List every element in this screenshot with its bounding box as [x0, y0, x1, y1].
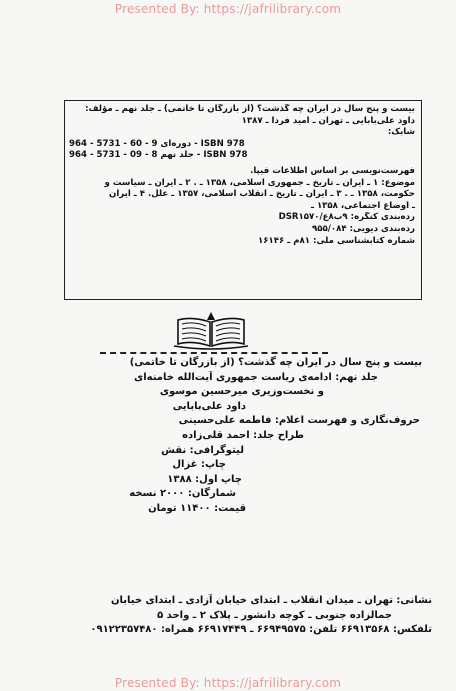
- price: قیمت: ۱۱۴۰۰ تومان: [148, 502, 246, 514]
- cip-line: حکومت، ۱۳۵۸ ـ . ۳ ـ ایران ـ تاریخ ـ انقلاب اسلامی، ۱۳۵۷ ـ علل. ۴ ـ ایران: [109, 189, 415, 200]
- printing-credit: چاپ: غزال: [172, 459, 226, 471]
- cip-line: موضوع: ۱ ـ ایران ـ تاریخ ـ جمهوری اسلامی، ۱۳۵۸ ـ . ۲ ـ ایران ـ سیاست و: [104, 177, 415, 188]
- edition-info: چاپ اول: ۱۳۸۸: [167, 473, 242, 485]
- publisher-address: [40, 594, 432, 638]
- book-title: بیست و پنج سال در ایران چه گذشت؟ (از بازرگان تا خاتمی): [129, 357, 422, 368]
- author-name: داود علی‌بابایی: [172, 400, 246, 412]
- cip-line: بیست و پنج سال در ایران چه گذشت؟ (از بازرگان تا خاتمی) ـ جلد نهم ـ مؤلف:: [85, 104, 415, 114]
- cip-line: شابک:: [387, 127, 415, 138]
- cip-line: ـ اوضاع اجتماعی، ۱۳۵۸ ـ: [311, 200, 415, 211]
- cip-line: رده‌بندی دیویی: ۹۵۵/۰۸۴: [312, 223, 415, 234]
- volume-title: جلد نهم: ادامه‌ی ریاست جمهوری آیت‌الله خامنه‌ای: [134, 371, 378, 383]
- divider: [100, 352, 328, 354]
- credits-block: [56, 356, 424, 517]
- print-run: شمارگان: ۲۰۰۰ نسخه: [129, 488, 236, 500]
- cip-line: داود علی‌بابایی ـ تهران ـ امید فردا ـ ۱۳۸۷: [241, 115, 415, 126]
- lithography-credit: لیتوگرافی: نقش: [161, 444, 244, 456]
- watermark-bottom: Presented By: https://jafrilibrary.com: [114, 676, 342, 690]
- cip-isbn-set: دوره‌ای 9 - 60 - 5731 - 964 - ISBN 978: [69, 138, 245, 149]
- contact-phones: تلفکس: ۶۶۹۱۳۵۶۸ تلفن: ۶۶۹۴۹۵۷۵ ـ ۶۶۹۱۷۴۴۹ همراه: ۰۹۱۲۲۳۵۷۴۸۰: [90, 624, 432, 636]
- watermark-top: Presented By: https://jafrilibrary.com: [114, 2, 342, 16]
- cip-line: فهرست‌نویسی بر اساس اطلاعات فیپا.: [250, 165, 415, 176]
- cover-design-credit: طراح جلد: احمد قلی‌زاده: [182, 429, 304, 441]
- publisher-book-logo-icon: [172, 306, 250, 350]
- cip-box: [64, 100, 422, 300]
- address-line-1: نشانی: تهران ـ میدان انقلاب ـ ابتدای خیابان آزادی ـ ابتدای خیابان: [110, 595, 432, 606]
- cip-line: رده‌بندی کنگره: ۹ب۸ع/DSR۱۵۷۰: [278, 212, 415, 223]
- typesetting-credit: حروف‌نگاری و فهرست اعلام: فاطمه علی‌حسینی: [178, 415, 420, 427]
- cip-line: شماره کتابشناسی ملی: ۸۱م ـ ۱۶۱۴۶: [258, 235, 415, 246]
- cip-isbn-volume: جلد نهم 8 - 09 - 5731 - 964 - ISBN 978: [69, 150, 248, 161]
- address-line-2: جمالزاده جنوبی ـ کوچه دانشور ـ پلاک ۲ ـ واحد ۵: [157, 609, 392, 621]
- volume-title-cont: و نخست‌وزیری میرحسین موسوی: [159, 386, 324, 398]
